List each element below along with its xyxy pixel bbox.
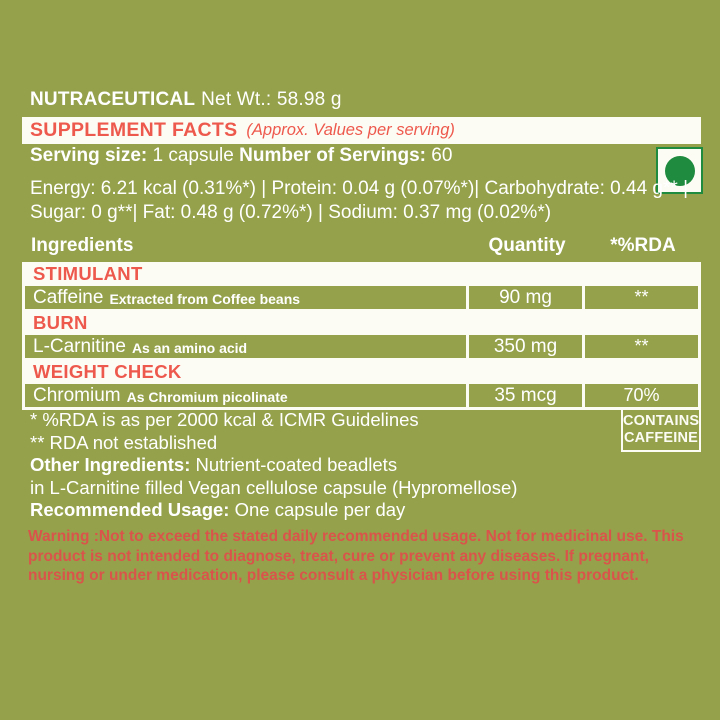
macro-line-1: Energy: 6.21 kcal (0.31%*) | Protein: 0.04 g (0.07%*)| Carbohydrate: 0.44 g** |	[30, 178, 689, 199]
warning-text	[28, 527, 696, 586]
approx-values-note: (Approx. Values per serving)	[246, 121, 455, 139]
macro-line-2: Sugar: 0 g**| Fat: 0.48 g (0.72%*) | Sodium: 0.37 mg (0.02%*)	[30, 202, 552, 223]
section-header-stimulant: STIMULANT	[33, 263, 143, 284]
recommended-usage-line	[30, 499, 517, 522]
col-header-quantity: Quantity	[488, 235, 566, 256]
serving-size-value: 1 capsule	[152, 145, 234, 166]
section-header-weight-check: WEIGHT CHECK	[33, 361, 182, 382]
supplement-facts-bar	[22, 117, 701, 144]
quantity-cell: 350 mg	[469, 335, 582, 358]
col-header-ingredients: Ingredients	[31, 235, 134, 256]
contains-caffeine-badge	[621, 408, 701, 452]
col-header-rda: *%RDA	[610, 235, 676, 256]
rda-footnote-1: * %RDA is as per 2000 kcal & ICMR Guidelines	[30, 409, 419, 430]
ingredient-detail: As Chromium picolinate	[126, 389, 288, 405]
other-ingredients-line	[30, 454, 517, 477]
ingredient-cell	[25, 335, 466, 358]
contains-caffeine-line-2: CAFFEINE	[623, 430, 699, 446]
serving-size-label: Serving size:	[30, 145, 148, 166]
ingredient-cell	[25, 286, 466, 309]
ingredient-cell	[25, 384, 466, 407]
table-row-caffeine	[22, 286, 701, 309]
macro-nutrients	[30, 177, 688, 225]
rda-cell: **	[585, 335, 698, 358]
number-of-servings-label: Number of Servings:	[239, 145, 426, 166]
footnotes	[30, 409, 517, 522]
ingredient-name: Chromium	[33, 384, 121, 406]
ingredient-detail: Extracted from Coffee beans	[109, 291, 301, 307]
recommended-usage-label: Recommended Usage:	[30, 499, 230, 520]
contains-caffeine-line-1: CONTAINS	[623, 413, 700, 429]
quantity-cell: 35 mcg	[469, 384, 582, 407]
rda-footnote-2: ** RDA not established	[30, 431, 218, 453]
other-ingredients-line-2: in L-Carnitine filled Vegan cellulose capsule (Hypromellose)	[30, 476, 518, 498]
ingredients-table	[22, 262, 701, 410]
warning-label: Warning	[28, 528, 90, 545]
net-weight: Net Wt.: 58.98 g	[201, 89, 342, 110]
recommended-usage-value: One capsule per day	[229, 499, 406, 520]
ingredient-name: Caffeine	[33, 286, 104, 308]
table-row-l-carnitine	[22, 335, 701, 358]
brand-row	[30, 89, 342, 111]
table-row-chromium	[22, 384, 701, 407]
section-header-burn: BURN	[33, 312, 88, 333]
supplement-facts-title: SUPPLEMENT FACTS	[30, 119, 238, 141]
rda-cell: 70%	[585, 384, 698, 407]
other-ingredients-value: Nutrient-coated beadlets	[190, 454, 398, 475]
ingredient-name: L-Carnitine	[33, 335, 126, 357]
rda-cell: **	[585, 286, 698, 309]
quantity-cell: 90 mg	[469, 286, 582, 309]
warning-body: :Not to exceed the stated daily recommended usage. Not for medicinal use. This product is not intended to diagnose, treat, cure or prevent any diseases. If pregnant, nursing or under medication, please consult a physician before using this product.	[28, 528, 684, 584]
serving-row	[30, 145, 452, 167]
number-of-servings-value: 60	[431, 145, 453, 166]
other-ingredients-label: Other Ingredients:	[30, 454, 191, 475]
ingredients-table-header	[22, 235, 701, 257]
brand-title: NUTRACEUTICAL	[30, 89, 196, 110]
ingredient-detail: As an amino acid	[131, 340, 248, 356]
